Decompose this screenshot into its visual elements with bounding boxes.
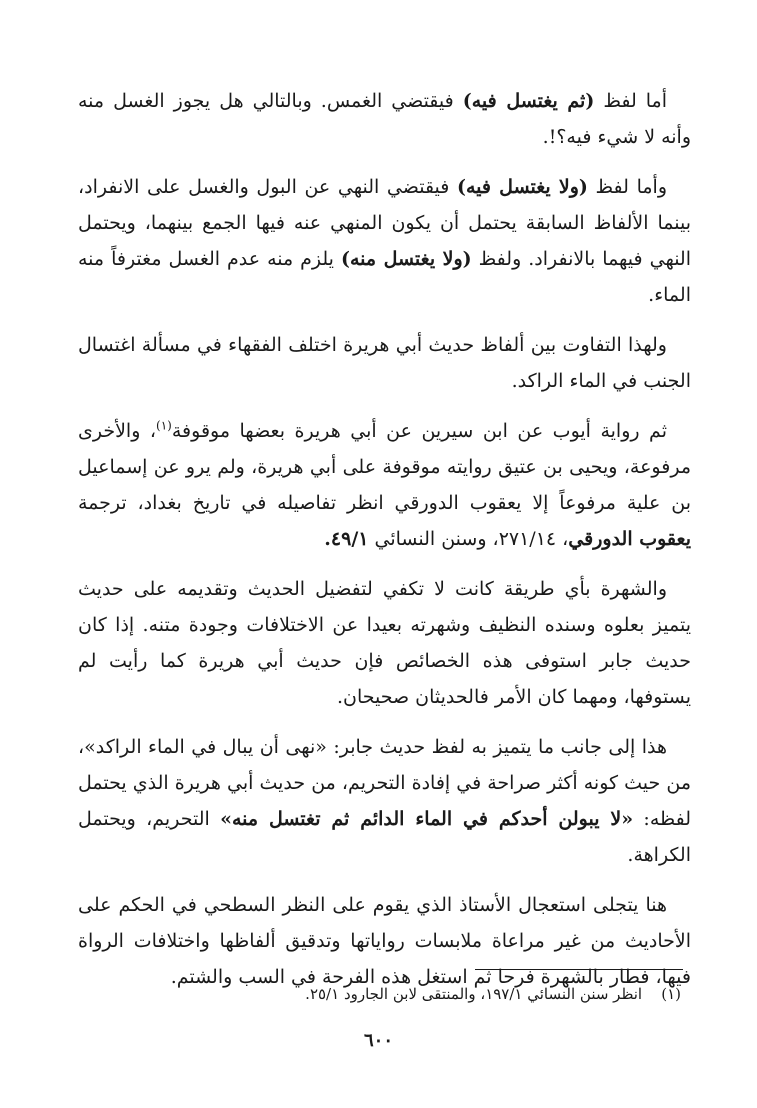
paragraph xyxy=(78,887,691,995)
bold-text: يعقوب الدورقي xyxy=(568,528,691,550)
text-segment: هنا يتجلى استعجال الأستاذ الذي يقوم على النظر السطحي في الحكم على الأحاديث من غير مراعاة ملابسات رواياتها وتدقيق ألفاظها واختلافات الرواة فيها، فطار بالشهرة فرحا ثم استغل هذه الفرحة في السب والشتم. xyxy=(78,894,691,988)
bold-text: (ثم يغتسل فيه) xyxy=(462,90,595,112)
page-number: ٦٠٠ xyxy=(363,1030,393,1051)
footnote-separator xyxy=(475,969,683,970)
footnote-text: انظر سنن النسائي ١٩٧/١، والمنتقى لابن الجارود ٢٥/١. xyxy=(305,985,643,1003)
text-segment: فيقتضي النهي عن البول والغسل على الانفراد، بينما الألفاظ السابقة يحتمل أن يكون المنهي عنه فيها الجمع بينهما، ويحتمل النهي فيهما بالانفراد. ولفظ xyxy=(78,176,691,270)
footnote xyxy=(78,982,681,1006)
text-segment: ثم رواية أيوب عن ابن سيرين عن أبي هريرة بعضها موقوفة xyxy=(171,420,667,442)
text-segment: التحريم، ويحتمل الكراهة. xyxy=(78,808,691,866)
paragraph xyxy=(78,83,691,155)
bold-text: (ولا يغتسل فيه) xyxy=(457,176,588,198)
paragraph xyxy=(78,571,691,715)
paragraph xyxy=(78,169,691,313)
text-segment: ، والأخرى مرفوعة، ويحيى بن عتيق روايته موقوفة على أبي هريرة، ولم يرو عن إسماعيل بن علية مرفوعاً إلا يعقوب الدورقي انظر تفاصيله في تاريخ بغداد، ترجمة xyxy=(78,420,691,514)
text-segment: يلزم منه عدم الغسل مغترفاً منه الماء. xyxy=(78,248,691,306)
paragraph xyxy=(78,327,691,399)
paragraph xyxy=(78,729,691,873)
text-segment: والشهرة بأي طريقة كانت لا تكفي لتفضيل الحديث وتقديمه على حديث يتميز بعلوه وسنده النظيف وشهرته بعيدا عن الاختلافات وجودة متنه. إذا كان حديث جابر استوفى هذه الخصائص فإن حديث أبي هريرة كما رأيت لم يستوفها، ومهما كان الأمر فالحديثان صحيحان. xyxy=(78,578,691,708)
bold-text: «لا يبولن أحدكم في الماء الدائم ثم تغتسل منه» xyxy=(220,808,634,830)
text-segment: ولهذا التفاوت بين ألفاظ حديث أبي هريرة اختلف الفقهاء في مسألة اغتسال الجنب في الماء الراكد. xyxy=(78,334,691,392)
footnote-reference: (١) xyxy=(156,418,172,433)
body-text xyxy=(78,83,691,1009)
paragraph xyxy=(78,413,691,557)
bold-text: (ولا يغتسل منه) xyxy=(340,248,472,270)
bold-text: ٤٩/١. xyxy=(324,528,369,550)
text-segment: ، ٢٧١/١٤، وسنن النسائي xyxy=(368,528,569,550)
text-segment: أما لفظ xyxy=(594,90,668,112)
text-segment: هذا إلى جانب ما يتميز به لفظ حديث جابر: «نهى أن يبال في الماء الراكد»، من حيث كونه أكثر صراحة في إفادة التحريم، من حديث أبي هريرة الذي يحتمل لفظه: xyxy=(78,736,692,830)
text-segment: فيقتضي الغمس. وبالتالي هل يجوز الغسل منه وأنه لا شيء فيه؟!. xyxy=(78,90,691,148)
text-segment: وأما لفظ xyxy=(587,176,667,198)
footnote-marker: (١) xyxy=(661,985,681,1003)
